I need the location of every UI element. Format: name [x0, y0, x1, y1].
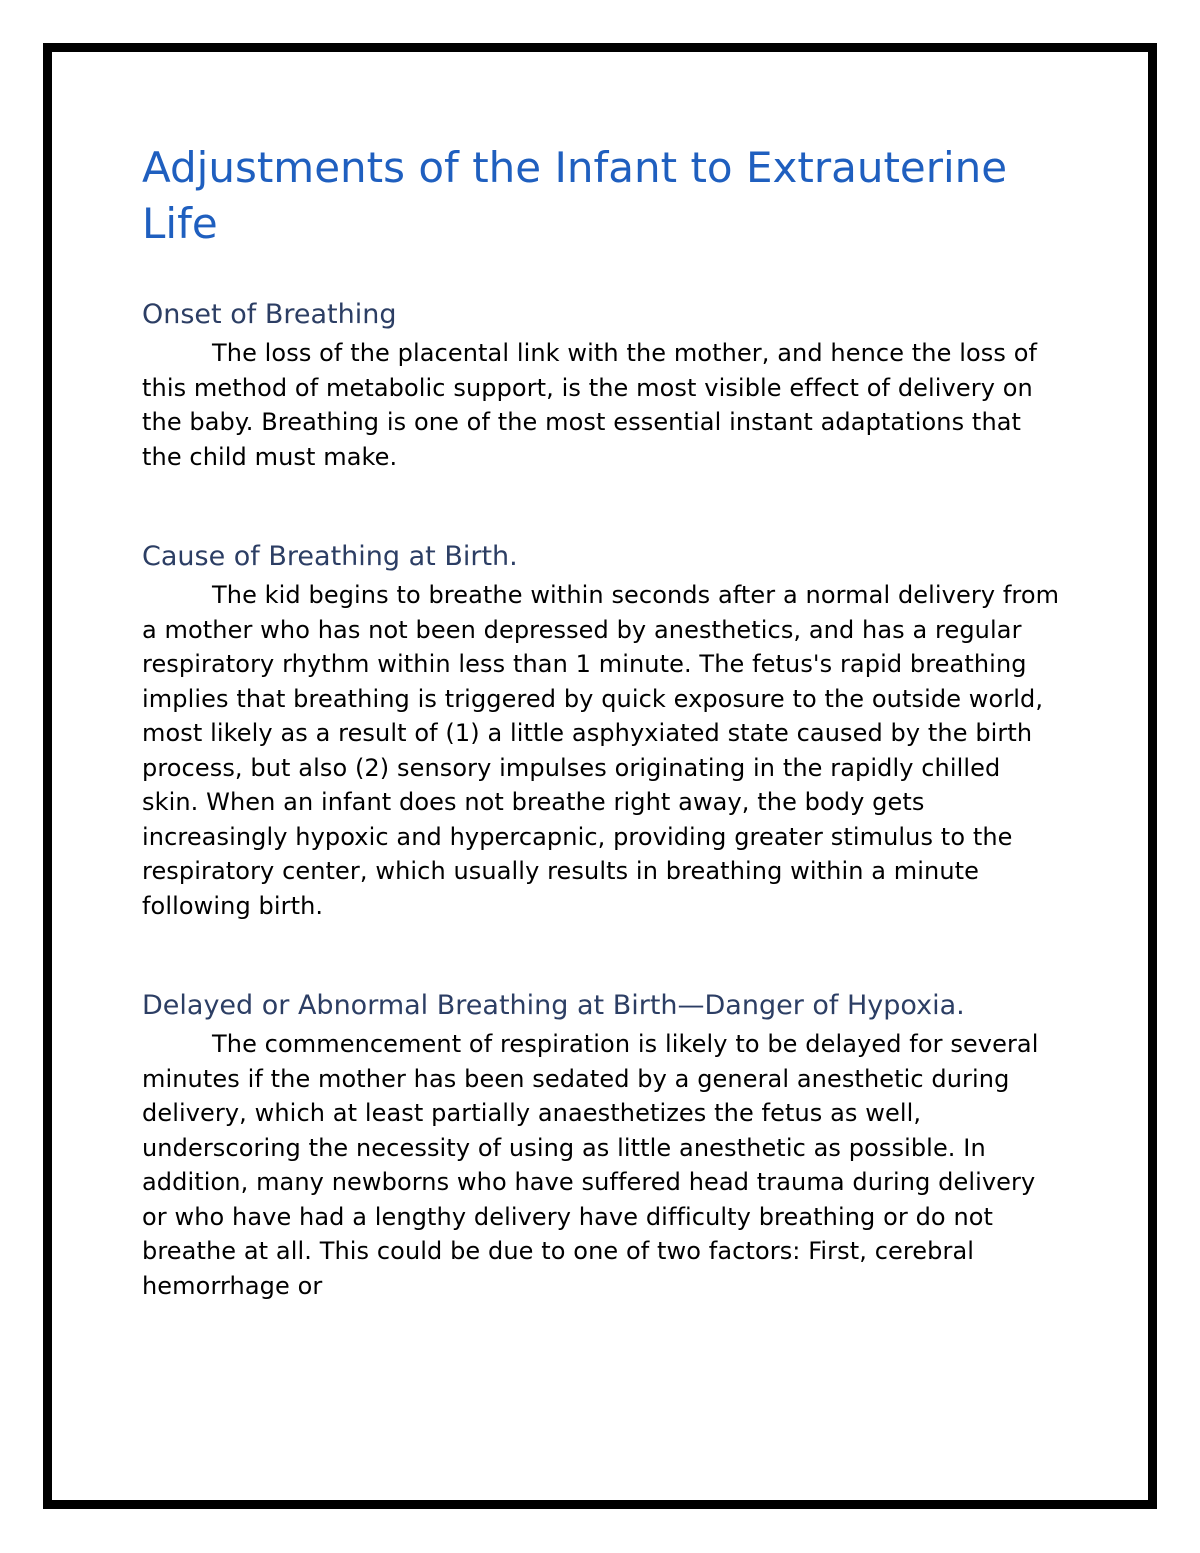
- section-paragraph: The commencement of respiration is likely to be delayed for several minutes if the mother has been sedated by a general anesthetic during delivery, which at least partially anaesthetizes the fetus as well, underscoring the necessity of using as little anesthetic as possible. In addition, many newborns who have suffered head trauma during delivery or who have had a lengthy delivery have difficulty breathing or do not breathe at all. This could be due to one of two factors: First, cerebral hemorrhage or: [142, 1030, 1039, 1300]
- section-heading: Delayed or Abnormal Breathing at Birth—Danger of Hypoxia.: [142, 990, 965, 1021]
- section-heading: Cause of Breathing at Birth.: [142, 541, 518, 572]
- section-heading: Onset of Breathing: [142, 299, 397, 330]
- section-paragraph: The loss of the placental link with the mother, and hence the loss of this method of metabolic support, is the most visible effect of delivery on the baby. Breathing is one of the most essential instant adaptations that the child must make.: [142, 339, 1038, 471]
- document-title: Adjustments of the Infant to Extrauterine Life: [142, 143, 1008, 248]
- section-cause-of-breathing: [142, 536, 1062, 923]
- section-onset-of-breathing: [142, 294, 1062, 474]
- section-paragraph: The kid begins to breathe within seconds after a normal delivery from a mother who has not been depressed by anesthetics, and has a regular respiratory rhythm within less than 1 minute. The fetus's rapid breathing implies that breathing is triggered by quick exposure to the outside world, most likely as a result of (1) a little asphyxiated state caused by the birth process, but also (2) sensory impulses originating in the rapidly chilled skin. When an infant does not breathe right away, the body gets increasingly hypoxic and hypercapnic, providing greater stimulus to the respiratory center, which usually results in breathing within a minute following birth.: [142, 581, 1060, 920]
- section-delayed-breathing: [142, 985, 1062, 1303]
- document-content: [142, 140, 1062, 1303]
